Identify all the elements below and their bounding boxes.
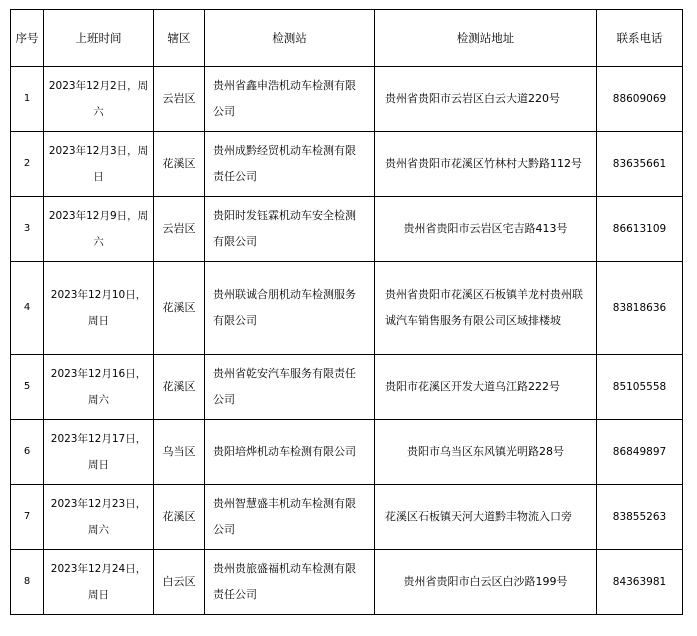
- row-station: 贵州智慧盛丰机动车检测有限公司: [205, 485, 375, 550]
- header-date: 上班时间: [44, 10, 154, 67]
- table-row: [11, 485, 683, 550]
- row-index: 6: [11, 420, 44, 485]
- row-phone: 83635661: [597, 132, 683, 197]
- row-phone: 88609069: [597, 67, 683, 132]
- row-district: 花溪区: [154, 262, 205, 355]
- row-district: 云岩区: [154, 197, 205, 262]
- row-station: 贵州联诚合朋机动车检测服务有限公司: [205, 262, 375, 355]
- header-phone: 联系电话: [597, 10, 683, 67]
- row-address: 贵阳市乌当区东风镇光明路28号: [375, 420, 597, 485]
- row-phone: 86849897: [597, 420, 683, 485]
- row-index: 5: [11, 355, 44, 420]
- row-address: 贵阳市花溪区开发大道乌江路222号: [375, 355, 597, 420]
- row-address: 贵州省贵阳市花溪区竹林村大黔路112号: [375, 132, 597, 197]
- row-index: 3: [11, 197, 44, 262]
- row-date: 2023年12月10日，周日: [44, 262, 154, 355]
- row-index: 1: [11, 67, 44, 132]
- row-district: 云岩区: [154, 67, 205, 132]
- header-index: 序号: [11, 10, 44, 67]
- row-address: 贵州省贵阳市云岩区白云大道220号: [375, 67, 597, 132]
- row-station: 贵州成黔经贸机动车检测有限责任公司: [205, 132, 375, 197]
- table-row: [11, 355, 683, 420]
- row-date: 2023年12月23日，周六: [44, 485, 154, 550]
- row-date: 2023年12月9日，周六: [44, 197, 154, 262]
- table-row: [11, 550, 683, 615]
- row-phone: 84363981: [597, 550, 683, 615]
- row-date: 2023年12月24日，周日: [44, 550, 154, 615]
- row-phone: 83855263: [597, 485, 683, 550]
- row-date: 2023年12月2日，周六: [44, 67, 154, 132]
- row-station: 贵阳培烨机动车检测有限公司: [205, 420, 375, 485]
- row-phone: 85105558: [597, 355, 683, 420]
- row-address: 贵州省贵阳市花溪区石板镇羊龙村贵州联诚汽车销售服务有限公司区域排楼坡: [375, 262, 597, 355]
- row-address: 贵州省贵阳市云岩区宅吉路413号: [375, 197, 597, 262]
- row-station: 贵州贵旅盛福机动车检测有限责任公司: [205, 550, 375, 615]
- row-phone: 86613109: [597, 197, 683, 262]
- row-date: 2023年12月17日，周日: [44, 420, 154, 485]
- row-address: 贵州省贵阳市白云区白沙路199号: [375, 550, 597, 615]
- schedule-table-container: [10, 9, 683, 615]
- row-index: 2: [11, 132, 44, 197]
- row-station: 贵州省乾安汽车服务有限责任公司: [205, 355, 375, 420]
- row-station: 贵阳时发钰霖机动车安全检测有限公司: [205, 197, 375, 262]
- row-date: 2023年12月16日，周六: [44, 355, 154, 420]
- row-index: 8: [11, 550, 44, 615]
- row-district: 花溪区: [154, 132, 205, 197]
- row-station: 贵州省鑫申浩机动车检测有限公司: [205, 67, 375, 132]
- row-district: 花溪区: [154, 485, 205, 550]
- row-date: 2023年12月3日，周日: [44, 132, 154, 197]
- table-row: [11, 420, 683, 485]
- row-district: 白云区: [154, 550, 205, 615]
- table-row: [11, 67, 683, 132]
- header-address: 检测站地址: [375, 10, 597, 67]
- row-phone: 83818636: [597, 262, 683, 355]
- header-district: 辖区: [154, 10, 205, 67]
- row-index: 7: [11, 485, 44, 550]
- schedule-table: [10, 9, 683, 615]
- table-row: [11, 132, 683, 197]
- row-district: 乌当区: [154, 420, 205, 485]
- table-header-row: [11, 10, 683, 67]
- row-district: 花溪区: [154, 355, 205, 420]
- header-station: 检测站: [205, 10, 375, 67]
- table-row: [11, 197, 683, 262]
- row-address: 花溪区石板镇天河大道黔丰物流入口旁: [375, 485, 597, 550]
- row-index: 4: [11, 262, 44, 355]
- table-row: [11, 262, 683, 355]
